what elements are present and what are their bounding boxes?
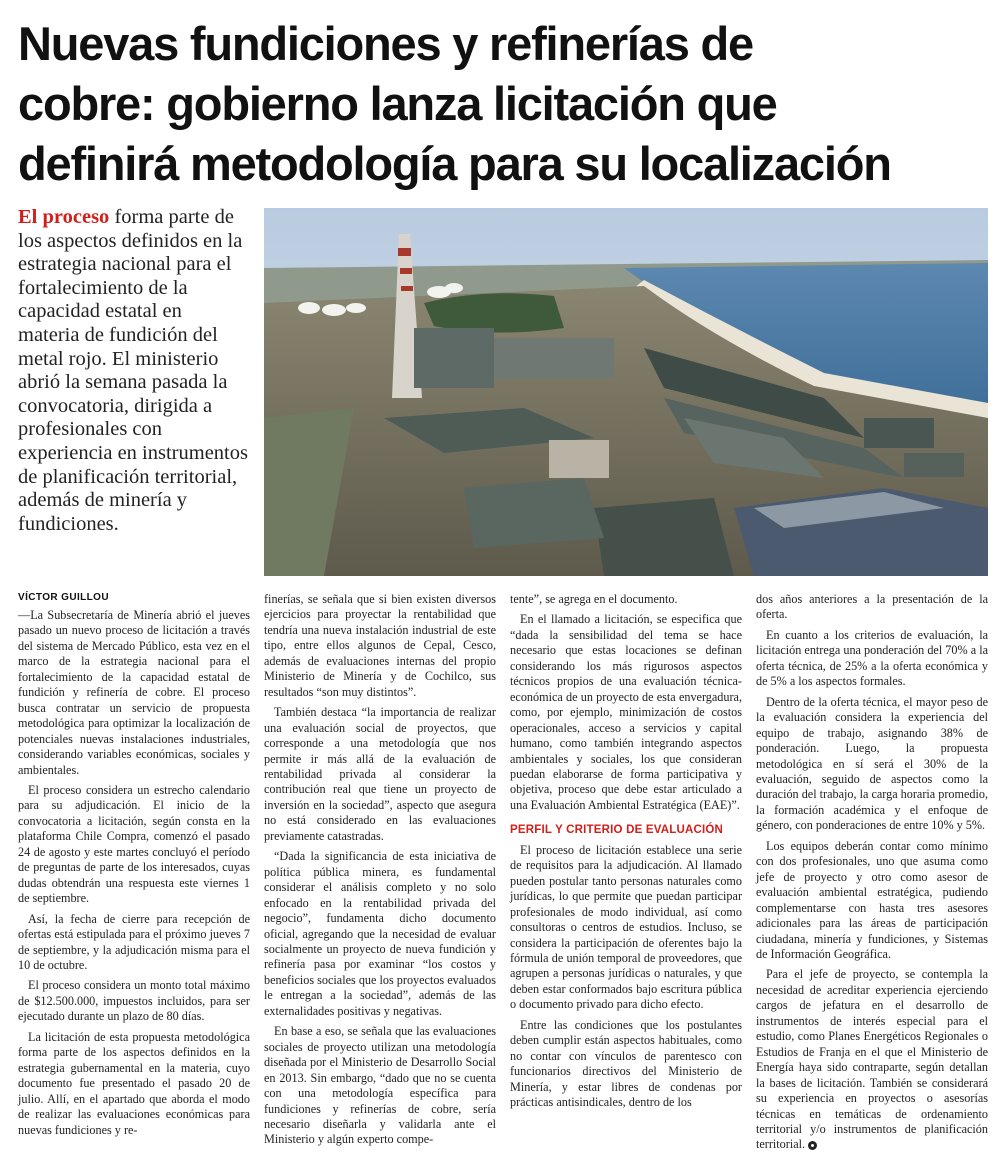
paragraph: Entre las condiciones que los postulantes deben cumplir están aspectos habituales, como no contar con vínculos de parentesco con funcionarios directivos del Ministerio de Minería, y estar libres de condenas por prácticas antisindicales, dentro de los bbox=[510, 1017, 742, 1110]
paragraph: Los equipos deberán contar como mínimo con dos profesionales, uno que asuma como jefe de proyecto y otro como asesor de evaluación ambiental estratégica, pudiendo complementarse con hasta tres asesores adicionales para las áreas de participación ciudadana, minería y fundiciones, y Sistemas de Información Geográfica. bbox=[756, 838, 988, 961]
smelter-aerial-photo bbox=[264, 208, 988, 576]
paragraph: —La Subsecretaría de Minería abrió el jueves pasado un nuevo proceso de licitación a través del sistema de Mercado Público, esta vez en el marco de la estrategia nacional para el fortalecimiento de la capacidad estatal de fundición y refinería de cobre. El proceso busca contratar un servicio de propuesta metodológica para optimizar la localización de potenciales nuevas instalaciones industriales, considerando variables económicas, sociales y ambientales. bbox=[18, 608, 250, 777]
paragraph: El proceso considera un estrecho calendario para su adjudicación. El inicio de la convocatoria a licitación, según consta en la plataforma Chile Compra, comenzó el pasado 24 de agosto y este martes concluyó el período de preguntas de parte de los interesados, cuyas dudas obtendrán una respuesta este viernes 1 de septiembre. bbox=[18, 782, 250, 906]
paragraph: dos años anteriores a la presentación de la oferta. bbox=[756, 592, 988, 622]
paragraph: En cuanto a los criterios de evaluación, la licitación entrega una ponderación del 70% a la oferta técnica, de 25% a la oferta económica y de 5% a los aspectos formales. bbox=[756, 627, 988, 689]
column-1 bbox=[18, 608, 250, 1143]
lead-paragraph bbox=[18, 206, 248, 536]
byline: VÍCTOR GUILLOU bbox=[18, 592, 109, 603]
headline-line-2: cobre: gobierno lanza licitación que bbox=[18, 77, 777, 130]
section-subhead: PERFIL Y CRITERIO DE EVALUACIÓN bbox=[510, 824, 724, 837]
paragraph: La licitación de esta propuesta metodológica forma parte de los aspectos definidos en la estrategia gubernamental en la materia, cuyo documento fue presentado el pasado 20 de julio. Allí, en el apartado que aborda el modo de realizar las evaluaciones económicas para nuevas fundiciones y re- bbox=[18, 1029, 250, 1137]
paragraph: finerías, se señala que si bien existen diversos ejercicios para proyectar la rentabilidad que tendría una nueva instalación industrial de este tipo, entre ellos algunos de Cepal, Cesco, además de evaluaciones internas del propio Ministerio de Minería y de Cochilco, sus resultados “son muy distintos”. bbox=[264, 592, 496, 699]
paragraph: tente”, se agrega en el documento. bbox=[510, 592, 678, 606]
paragraph: En base a eso, se señala que las evaluaciones sociales de proyecto utilizan una metodología diseñada por el Ministerio de Desarrollo Social en 2013. Sin embargo, “dado que no se cuenta con una metodología específica para fundiciones y refinerías de cobre, sería necesario diseñarla y validarla ante el Ministerio y algún experto compe- bbox=[264, 1024, 496, 1147]
paragraph-text: Para el jefe de proyecto, se contempla la necesidad de acreditar experiencia ejerciendo cargos de jefatura en el desarrollo de instrumentos de interés especial para el estudio, como Planes Energéticos Regionales o Estudios de Franja en el que el Ministerio de Energía haya sido contraparte, según detallan la bases de licitación. También se considerará su experiencia en proyectos o asesorías técnicas en temáticas de ordenamiento territorial y/o instrumentos de planificación territorial. bbox=[756, 967, 988, 1152]
paragraph: En el llamado a licitación, se especifica que “dada la sensibilidad del tema se hace necesario que estas locaciones se definan considerando los más rigurosos aspectos técnicos propios de una evaluación técnica-económica de un proyecto de esta envergadura, como, por ejemplo, minimización de costos operacionales, acceso a servicios y capital humano, como también integrando aspectos ambientales y sociales, los que consideran puedan elaborarse de forma participativa y objetiva, proceso que debe estar articulado a una Evaluación Ambiental Estratégica (EAE)”. bbox=[510, 612, 742, 812]
paragraph: Así, la fecha de cierre para recepción de ofertas está estipulada para el próximo jueves 7 de septiembre, y la adjudicación misma para el 10 de octubre. bbox=[18, 911, 250, 972]
end-of-article-icon bbox=[808, 1141, 817, 1150]
paragraph: El proceso considera un monto total máximo de $12.500.000, impuestos incluidos, para ser ejecutado durante un plazo de 80 días. bbox=[18, 978, 250, 1024]
headline-line-3: definirá metodología para su localización bbox=[18, 137, 891, 190]
paragraph: Dentro de la oferta técnica, el mayor peso de la evaluación considera la experiencia del equipo de trabajo, asignando 38% de ponderación. Luego, la propuesta metodológica en sí será el 30% de la evaluación, seguido de aspectos como la duración del trabajo, la carga horaria promedio, la formación académica y el enfoque de género, con ponderaciones de entre 10% y 5%. bbox=[756, 694, 988, 833]
lead-text: forma parte de los aspectos definidos en la estrategia nacional para el fortalecimiento de la capacidad estatal en materia de fundición del metal rojo. El ministerio abrió la semana pasada la convocatoria, dirigida a profesionales con experiencia en instrumentos de planificación territorial, además de minería y fundiciones. bbox=[18, 206, 248, 535]
paragraph-last bbox=[756, 967, 988, 1152]
paragraph: “Dada la significancia de esta iniciativa de política pública minera, es fundamental considerar el análisis completo y no solo enfocado en la rentabilidad privada del negocio”, fundamenta dicho documento oficial, agregando que la necesidad de evaluar socialmente un proyecto de nueva fundición y refinería pasa por examinar “los costos y beneficios sociales que los proyectos evaluados le entregan a la sociedad”, además de las externalidades positivas y negativas. bbox=[264, 849, 496, 1018]
paragraph: El proceso de licitación establece una serie de requisitos para la adjudicación. Al llamado pueden postular tanto personas naturales como jurídicas, lo que permite que puedan participar profesionales de modo individual, así como consultoras o centros de estudios. Incluso, se considera la participación de oferentes bajo la fórmula de unión temporal de proveedores, que agrupen a personas jurídicas o naturales, y que deben estar conformados bajo escritura pública o documento privado para dicho efecto. bbox=[510, 842, 742, 1012]
paragraph: También destaca “la importancia de realizar una evaluación social de proyectos, que corresponde a una metodología que nos permite ir más allá de la evaluación de rentabilidad privada al considerar la contribución real que tiene un proyecto de inversión en la sociedad”, aspecto que asegura no está considerado en las evaluaciones previamente catastradas. bbox=[264, 705, 496, 843]
headline bbox=[18, 14, 988, 194]
column-4 bbox=[756, 592, 988, 1158]
headline-line-1: Nuevas fundiciones y refinerías de bbox=[18, 17, 753, 70]
lead-kicker: El proceso bbox=[18, 206, 110, 228]
column-2 bbox=[264, 592, 496, 1153]
column-3 bbox=[510, 592, 742, 1116]
